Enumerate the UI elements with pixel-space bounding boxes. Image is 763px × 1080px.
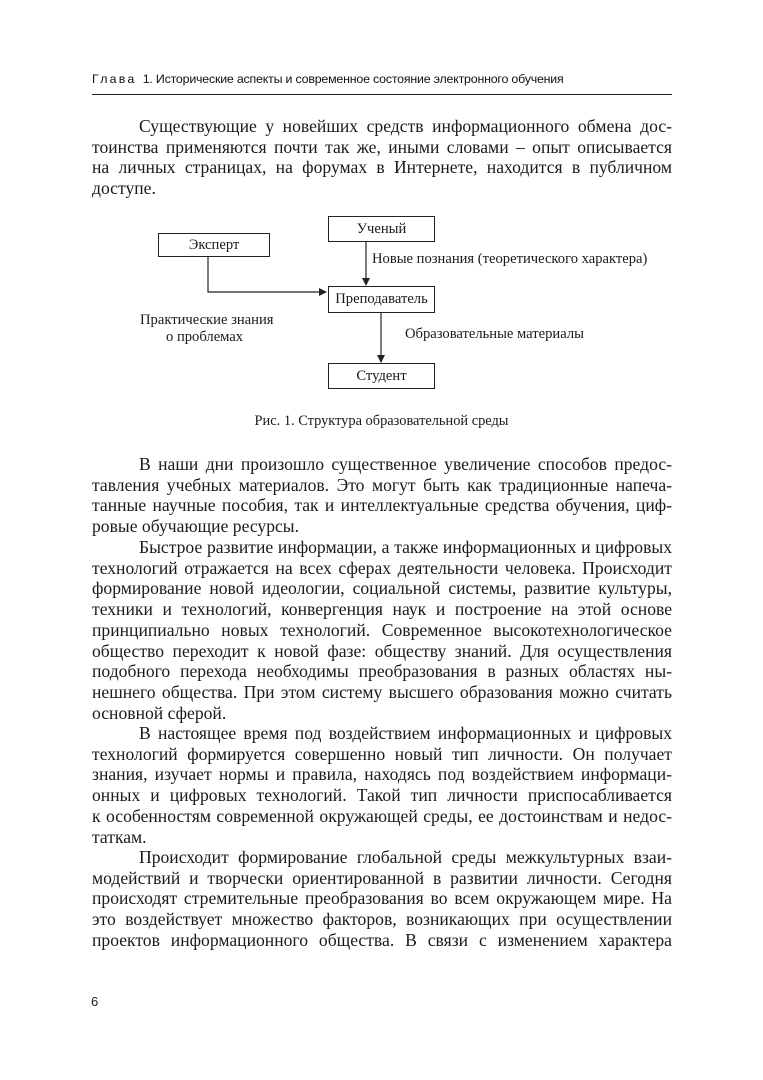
node-scientist <box>328 216 435 242</box>
text-line: танные научные пособия, так и интеллектуальные средства обучения, циф- <box>92 495 672 516</box>
text-line: к особенностям современной окружающей среды, ее достоинствам и недос- <box>92 805 672 826</box>
text-line: Происходит формирование глобальной среды межкультурных взаи- <box>139 847 672 867</box>
header-rule <box>92 94 672 95</box>
node-label: Студент <box>356 367 407 384</box>
text-line: технологий формируется совершенно новый тип личности. Он получает <box>92 743 672 764</box>
node-label: Эксперт <box>188 236 240 253</box>
text-line: знания, изучает нормы и правила, находясь под воздействием информаци- <box>92 764 672 785</box>
node-teacher <box>328 286 435 313</box>
chapter-title: 1. Исторические аспекты и современное состояние электронного обучения <box>142 72 564 86</box>
text-line: на личных страницах, на форумах в Интернете, находится в публичном <box>92 157 672 178</box>
text-line: Быстрое развитие информации, а также информационных и цифровых <box>139 537 672 557</box>
arrow-expert-to-teacher <box>208 256 326 292</box>
text-line: тавления учебных материалов. Это могут быть как традиционные напеча- <box>92 474 672 495</box>
text-line: таткам. <box>92 826 147 847</box>
paragraph-2 <box>92 454 672 537</box>
paragraph-5 <box>92 847 672 951</box>
text-line: модействий и творчески ориентированной в развитии личности. Сегодня <box>92 867 672 888</box>
running-head <box>92 72 564 86</box>
paragraph-3 <box>92 537 672 723</box>
text-line: Существующие у новейших средств информационного обмена дос- <box>139 116 672 136</box>
text-line: доступе. <box>92 178 156 199</box>
text-line: техники и технологий, конвергенция наук и построение на этой основе <box>92 599 672 620</box>
text-line: принципиально новых технологий. Современное высокотехнологическое <box>92 619 672 640</box>
page-number: 6 <box>91 994 99 1009</box>
text-line: формирование новой идеологии, социальной системы, развитие культуры, <box>92 578 672 599</box>
text-line: тоинства применяются почти так же, иными словами – опыт описывается <box>92 136 672 157</box>
edge-label-practical-knowledge-1: Практические знания <box>140 312 274 328</box>
paragraph-1 <box>92 116 672 199</box>
edge-label-new-knowledge: Новые познания (теоретического характера) <box>372 251 648 267</box>
text-line: общество переходит к новой фазе: обществу знаний. Для осуществления <box>92 640 672 661</box>
node-label: Преподаватель <box>335 291 428 307</box>
text-line: технологий отражается на всех сферах деятельности человека. Происходит <box>92 557 672 578</box>
paragraph-4 <box>92 723 672 847</box>
text-line: В настоящее время под воздействием информационных и цифровых <box>139 723 672 743</box>
text-line: В наши дни произошло существенное увеличение способов предос- <box>139 454 672 474</box>
text-line: проектов информационного общества. В связи с изменением характера <box>92 929 672 950</box>
text-line: онных и цифровых технологий. Такой тип личности приспосабливается <box>92 785 672 806</box>
node-expert <box>158 233 270 257</box>
text-line: основной сферой. <box>92 702 227 723</box>
text-line: нешнего общества. При этом систему высшего образования можно считать <box>92 681 672 702</box>
edge-label-practical-knowledge-2: о проблемах <box>166 329 244 345</box>
edge-label-educational-materials: Образовательные материалы <box>405 326 584 342</box>
node-label: Ученый <box>356 220 407 237</box>
text-line: это воздействует множество факторов, возникающих при осуществлении <box>92 909 672 930</box>
chapter-word: Глава <box>92 72 137 86</box>
text-line: происходят стремительные преобразования во всем окружающем мире. На <box>92 888 672 909</box>
node-student <box>328 363 435 389</box>
text-line: подобного перехода необходимы преобразования в разных областях ны- <box>92 661 672 682</box>
figure-caption: Рис. 1. Структура образовательной среды <box>254 413 509 429</box>
text-line: ровые обучающие ресурсы. <box>92 516 300 537</box>
